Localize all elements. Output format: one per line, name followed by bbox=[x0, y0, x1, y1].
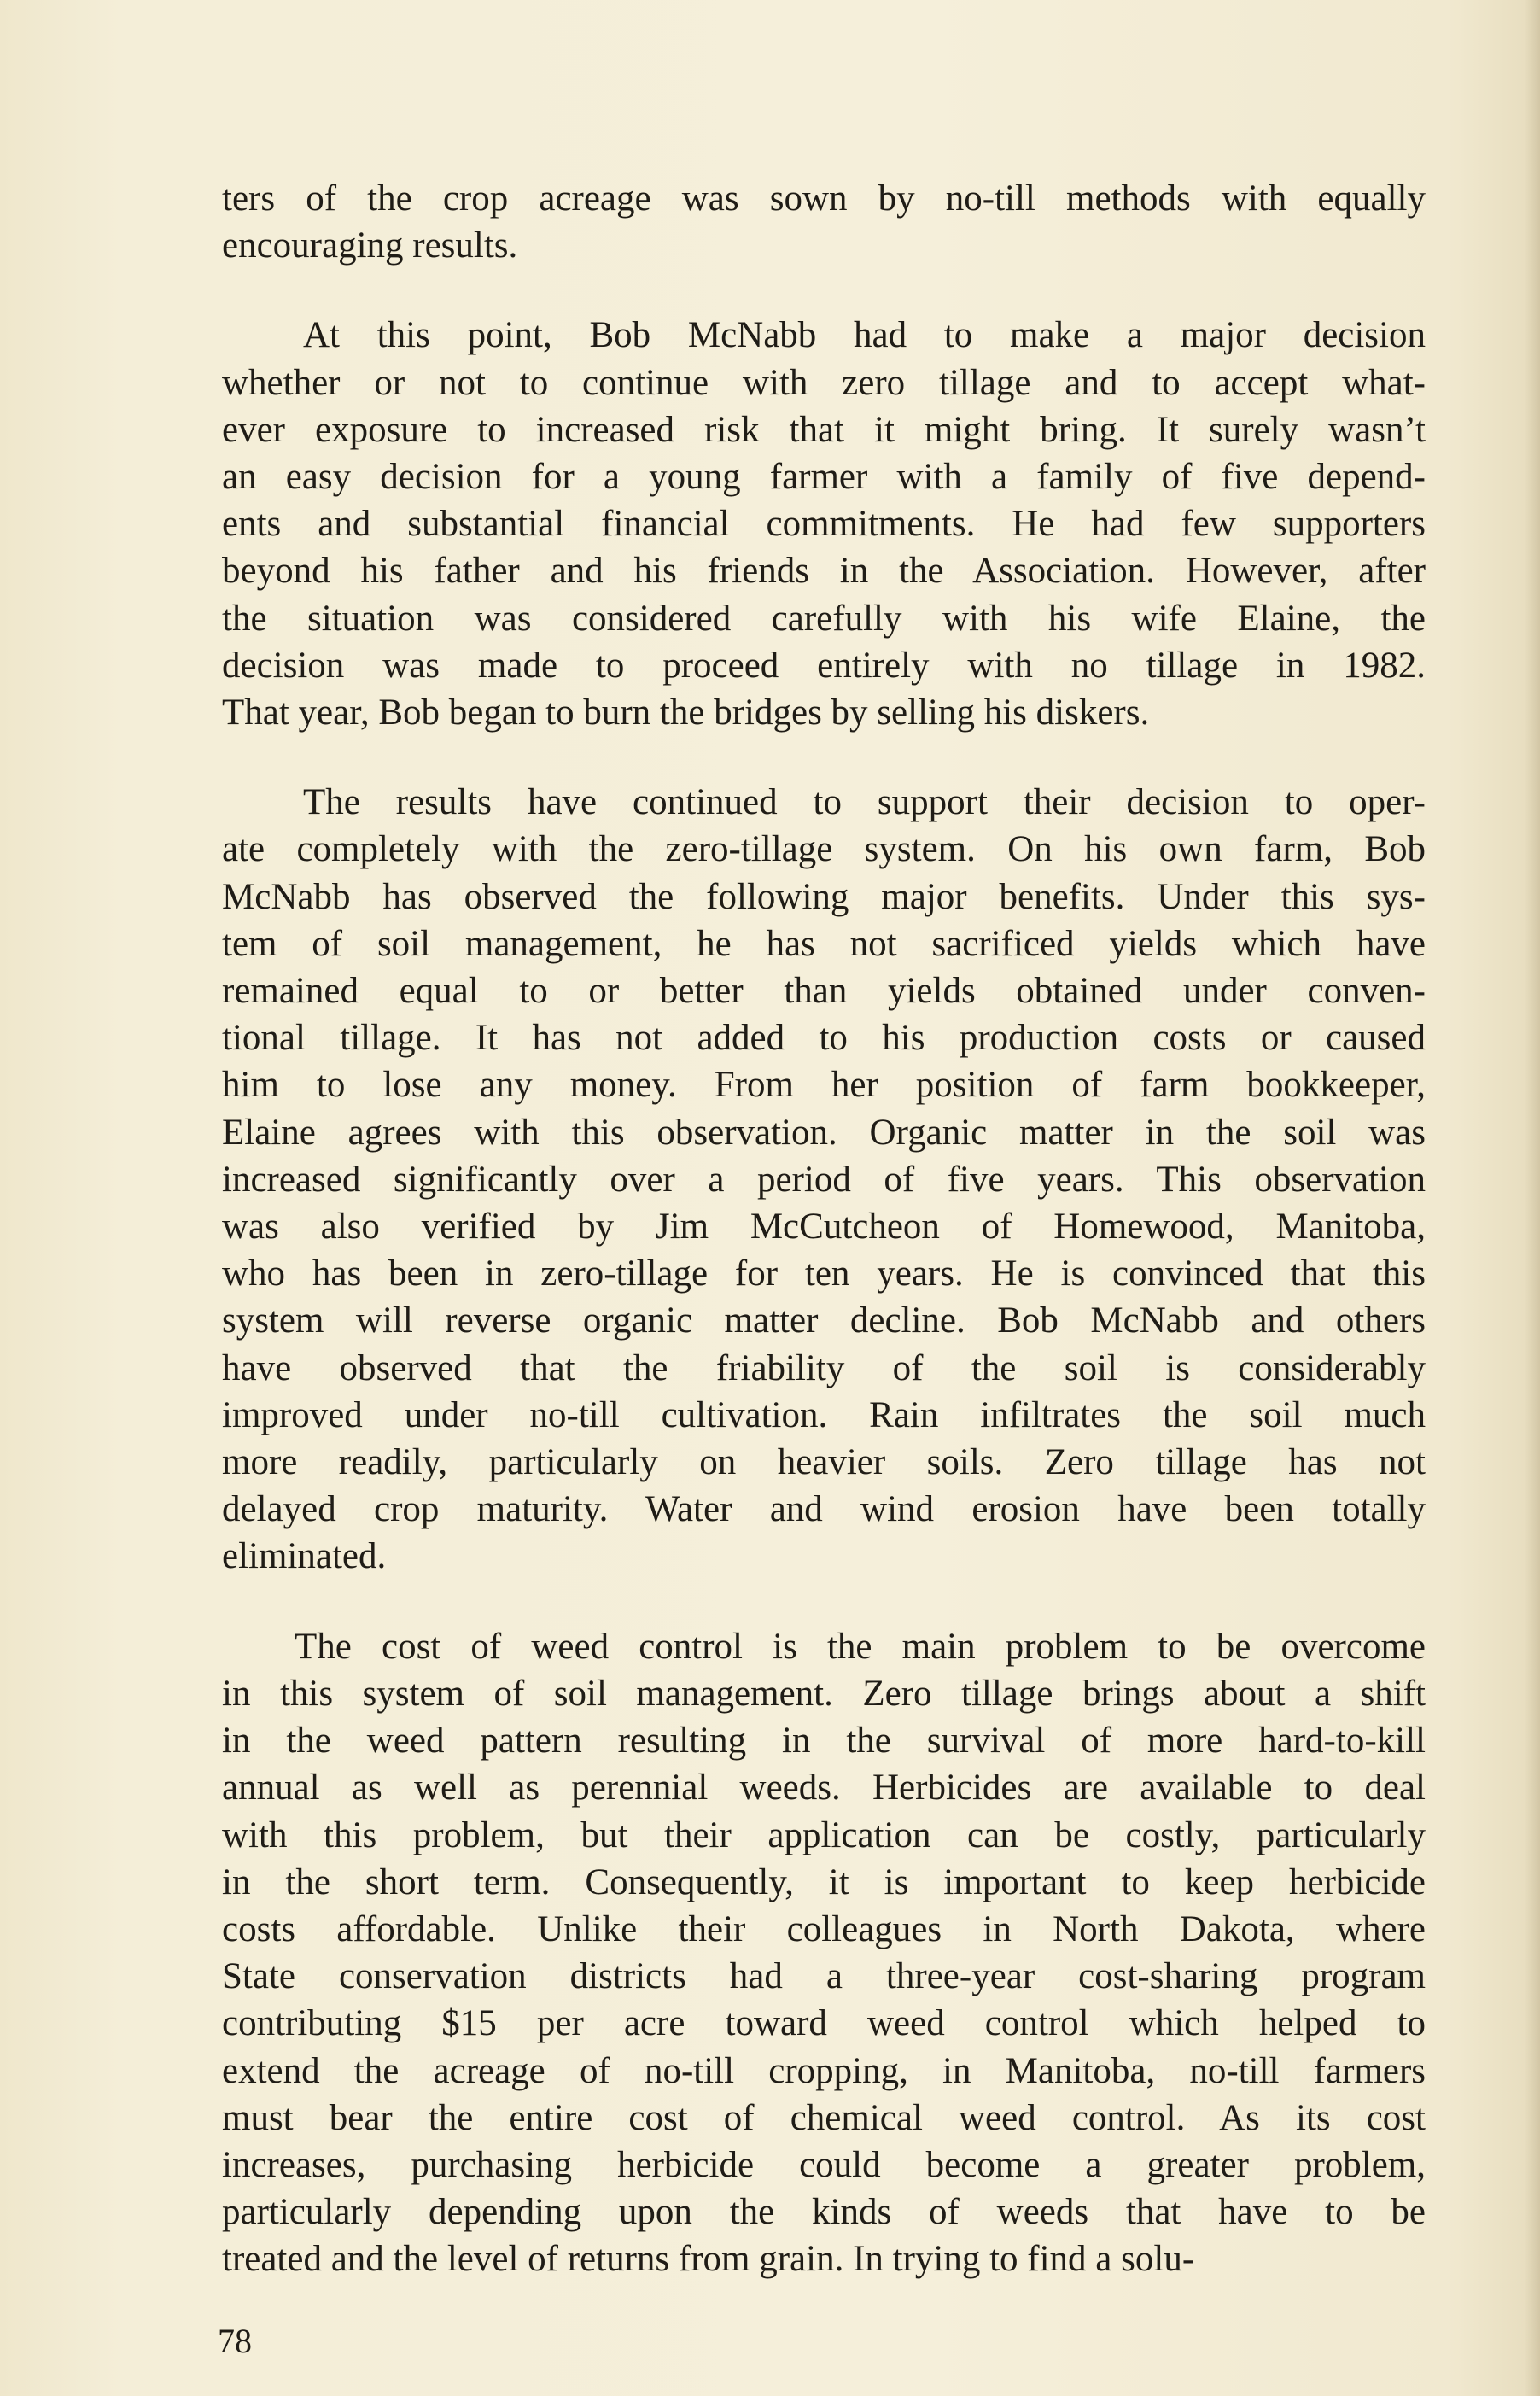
text-line: costs affordable. Unlike their colleagues in North Dakota, where bbox=[222, 1908, 1426, 1949]
text-line: whether or not to continue with zero tillage and to accept what- bbox=[222, 362, 1426, 403]
text-line: system will reverse organic matter decline. Bob McNabb and others bbox=[222, 1300, 1426, 1341]
text-line: ever exposure to increased risk that it might bring. It surely wasn’t bbox=[222, 409, 1426, 450]
text-line: an easy decision for a young farmer with a family of five depend- bbox=[222, 457, 1426, 498]
text-line: Elaine agrees with this observation. Organic matter in the soil was bbox=[222, 1112, 1426, 1153]
paragraph-1 bbox=[222, 175, 1426, 269]
text-line: ate completely with the zero-tillage system. On his own farm, Bob bbox=[222, 829, 1426, 870]
page-edge-shadow bbox=[1525, 0, 1540, 2396]
paragraph-2 bbox=[222, 312, 1426, 736]
text-line: State conservation districts had a three-year cost-sharing program bbox=[222, 1956, 1426, 1997]
text-line: was also verified by Jim McCutcheon of Homewood, Manitoba, bbox=[222, 1207, 1426, 1248]
text-line: the situation was considered carefully with his wife Elaine, the bbox=[222, 598, 1426, 639]
text-line: McNabb has observed the following major benefits. Under this sys- bbox=[222, 876, 1426, 917]
text-line: ters of the crop acreage was sown by no-till methods with equally bbox=[222, 178, 1426, 219]
text-line: decision was made to proceed entirely with no tillage in 1982. bbox=[222, 645, 1426, 686]
text-line: him to lose any money. From her position of farm bookkeeper, bbox=[222, 1065, 1426, 1106]
text-line: delayed crop maturity. Water and wind erosion have been totally bbox=[222, 1489, 1426, 1530]
text-line: beyond his father and his friends in the Association. However, after bbox=[222, 551, 1426, 592]
text-line: tem of soil management, he has not sacrificed yields which have bbox=[222, 923, 1426, 964]
text-line: have observed that the friability of the soil is considerably bbox=[222, 1347, 1426, 1388]
text-line: extend the acreage of no-till cropping, in Manitoba, no-till farmers bbox=[222, 2050, 1426, 2091]
text-line: treated and the level of returns from grain. In trying to find a solu- bbox=[222, 2239, 1195, 2280]
text-line: The results have continued to support their decision to oper- bbox=[303, 782, 1426, 823]
text-line: more readily, particularly on heavier soils. Zero tillage has not bbox=[222, 1442, 1426, 1483]
text-line: who has been in zero-tillage for ten years. He is convinced that this bbox=[222, 1254, 1426, 1294]
text-line: increases, purchasing herbicide could become a greater problem, bbox=[222, 2144, 1426, 2185]
text-line: in the weed pattern resulting in the survival of more hard-to-kill bbox=[222, 1721, 1426, 1762]
text-line: must bear the entire cost of chemical weed control. As its cost bbox=[222, 2097, 1426, 2138]
text-line: particularly depending upon the kinds of weeds that have to be bbox=[222, 2192, 1426, 2233]
text-line: remained equal to or better than yields obtained under conven- bbox=[222, 971, 1426, 1012]
text-line: That year, Bob began to burn the bridges by selling his diskers. bbox=[222, 693, 1150, 733]
text-line: The cost of weed control is the main problem to be overcome bbox=[295, 1626, 1426, 1667]
text-line: in this system of soil management. Zero tillage brings about a shift bbox=[222, 1673, 1426, 1714]
text-line: At this point, Bob McNabb had to make a major decision bbox=[303, 315, 1426, 356]
text-line: improved under no-till cultivation. Rain infiltrates the soil much bbox=[222, 1394, 1426, 1435]
paragraph-4 bbox=[222, 1623, 1426, 2283]
text-line: eliminated. bbox=[222, 1536, 387, 1577]
page-number: 78 bbox=[218, 2322, 252, 2360]
body-text bbox=[222, 175, 1426, 2326]
text-line: contributing $15 per acre toward weed control which helped to bbox=[222, 2003, 1426, 2044]
text-line: annual as well as perennial weeds. Herbicides are available to deal bbox=[222, 1768, 1426, 1809]
text-line: with this problem, but their application can be costly, particularly bbox=[222, 1815, 1426, 1855]
text-line: ents and substantial financial commitments. He had few supporters bbox=[222, 504, 1426, 545]
text-line: increased significantly over a period of five years. This observation bbox=[222, 1159, 1426, 1200]
text-line: in the short term. Consequently, it is important to keep herbicide bbox=[222, 1861, 1426, 1902]
text-line: encouraging results. bbox=[222, 225, 518, 266]
paragraph-3 bbox=[222, 779, 1426, 1580]
text-line: tional tillage. It has not added to his production costs or caused bbox=[222, 1018, 1426, 1059]
